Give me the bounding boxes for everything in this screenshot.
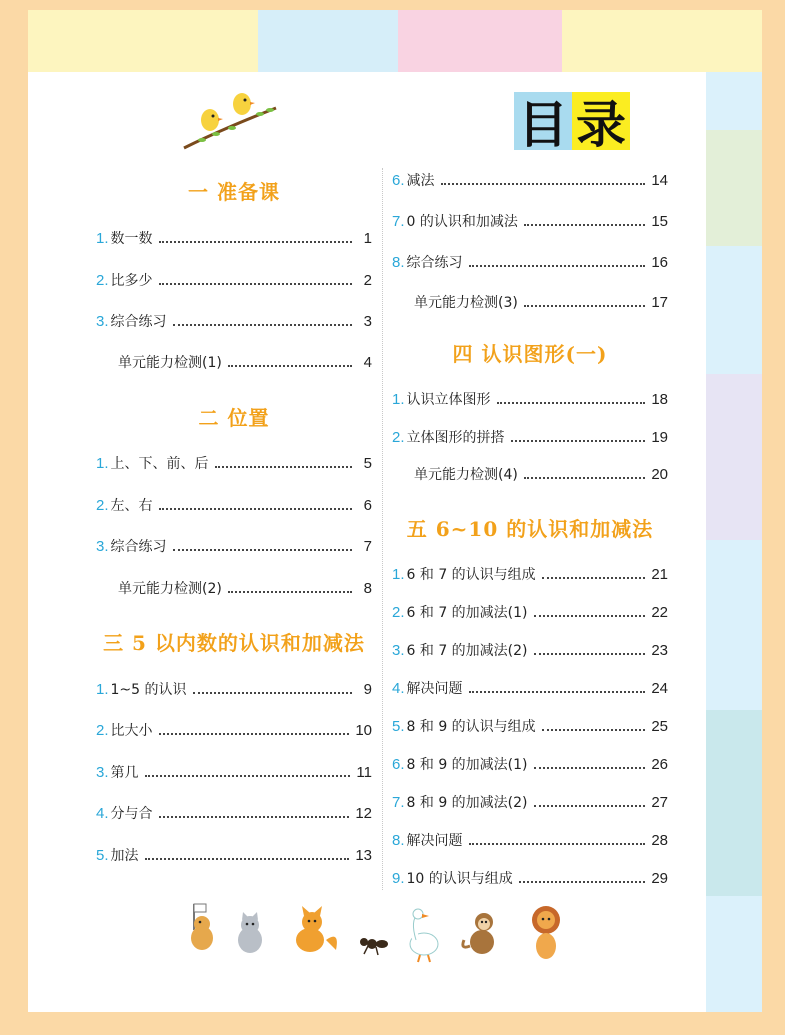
entry-label: 分与合	[110, 806, 153, 822]
leader-dots	[519, 881, 646, 883]
top-color-band	[28, 10, 762, 72]
leader-dots	[524, 305, 645, 307]
leader-dots	[193, 692, 352, 694]
entry-label: 10 的认识与组成	[406, 871, 513, 887]
toc-entry[interactable]	[96, 452, 372, 474]
entry-label: 8 和 9 的认识与组成	[406, 719, 536, 735]
leader-dots	[441, 183, 646, 185]
leader-dots	[159, 508, 352, 510]
toc-entry[interactable]	[392, 388, 668, 410]
entry-page: 16	[651, 253, 668, 271]
leader-dots	[228, 365, 352, 367]
leader-dots	[524, 224, 645, 226]
entry-page: 7	[363, 537, 372, 555]
entry-page: 24	[651, 679, 668, 697]
entry-page: 29	[651, 869, 668, 887]
entry-label: 左、右	[110, 498, 153, 514]
entry-label: 单元能力检测(4)	[414, 467, 518, 483]
leader-dots	[497, 402, 646, 404]
entry-page: 2	[363, 271, 372, 289]
entry-label: 数一数	[110, 231, 153, 247]
toc-entry[interactable]	[96, 761, 372, 783]
entry-page: 1	[363, 229, 372, 247]
entry-page: 3	[363, 312, 372, 330]
strip-block	[706, 896, 762, 1012]
entry-label: 认识立体图形	[406, 392, 491, 408]
entry-number: 3.	[96, 312, 109, 330]
entry-number: 2.	[392, 428, 405, 446]
leader-dots	[159, 733, 350, 735]
toc-entry[interactable]	[392, 677, 668, 699]
entry-number: 2.	[392, 603, 405, 621]
leader-dots	[524, 477, 645, 479]
toc-entry[interactable]	[96, 844, 372, 866]
entry-page: 28	[651, 831, 668, 849]
entry-label: 综合练习	[110, 314, 167, 330]
entry-number: 5.	[96, 846, 109, 864]
entry-page: 13	[355, 846, 372, 864]
top-band-block	[398, 10, 562, 72]
title-char-2: 录	[572, 92, 630, 150]
birds-on-branch-illustration	[180, 88, 280, 154]
entry-label: 0 的认识和加减法	[406, 214, 518, 230]
leader-dots	[159, 241, 352, 243]
entry-page: 26	[651, 755, 668, 773]
section-title-2: 二 位置	[198, 406, 270, 430]
toc-entry[interactable]	[96, 227, 372, 249]
strip-block	[706, 374, 762, 540]
leader-dots	[534, 653, 646, 655]
entry-number: 3.	[96, 537, 109, 555]
entry-page: 21	[651, 565, 668, 583]
entry-label: 上、下、前、后	[110, 456, 209, 472]
leader-dots	[145, 775, 351, 777]
entry-number: 2.	[96, 496, 109, 514]
strip-block	[706, 540, 762, 710]
ant-icon	[360, 938, 388, 955]
strip-block	[706, 246, 762, 374]
lion-icon	[532, 906, 560, 959]
entry-page: 15	[651, 212, 668, 230]
monkey-icon	[463, 913, 494, 954]
entry-page: 23	[651, 641, 668, 659]
entry-page: 11	[356, 763, 372, 781]
entry-number: 2.	[96, 721, 109, 739]
strip-block	[706, 710, 762, 896]
top-band-block	[258, 10, 398, 72]
entry-page: 10	[355, 721, 372, 739]
strip-block	[706, 72, 762, 130]
leader-dots	[159, 816, 350, 818]
leader-dots	[173, 324, 352, 326]
toc-entry[interactable]	[392, 563, 668, 585]
toc-entry[interactable]	[392, 426, 668, 448]
entry-number: 1.	[96, 229, 109, 247]
leader-dots	[534, 615, 646, 617]
entry-label: 减法	[406, 173, 435, 189]
leader-dots	[534, 767, 646, 769]
toc-entry[interactable]	[392, 639, 668, 661]
entry-number: 1.	[96, 680, 109, 698]
toc-entry[interactable]	[412, 291, 668, 313]
leader-dots	[159, 283, 352, 285]
entry-label: 立体图形的拼搭	[406, 430, 505, 446]
leader-dots	[511, 440, 646, 442]
entry-number: 6.	[392, 755, 405, 773]
cat-icon	[238, 912, 262, 953]
page-title	[514, 92, 630, 154]
entry-page: 12	[355, 804, 372, 822]
entry-number: 4.	[392, 679, 405, 697]
title-char-1: 目	[514, 92, 572, 150]
entry-page: 5	[363, 454, 372, 472]
entry-number: 7.	[392, 793, 405, 811]
entry-label: 单元能力检测(3)	[414, 295, 518, 311]
leader-dots	[534, 805, 646, 807]
entry-page: 17	[651, 293, 668, 311]
entry-label: 综合练习	[110, 539, 167, 555]
entry-label: 6 和 7 的加减法(2)	[406, 643, 528, 659]
toc-entry[interactable]	[116, 351, 372, 373]
entry-page: 20	[651, 465, 668, 483]
entry-page: 25	[651, 717, 668, 735]
toc-entry[interactable]	[392, 867, 668, 889]
entry-number: 1.	[392, 565, 405, 583]
toc-entry[interactable]	[96, 310, 372, 332]
entry-number: 5.	[392, 717, 405, 735]
entry-page: 27	[651, 793, 668, 811]
entry-label: 解决问题	[406, 833, 463, 849]
strip-block	[706, 130, 762, 246]
entry-number: 1.	[392, 390, 405, 408]
toc-entry[interactable]	[96, 719, 372, 741]
entry-page: 9	[363, 680, 372, 698]
entry-label: 综合练习	[406, 255, 463, 271]
toc-entry[interactable]	[116, 577, 372, 599]
toc-entry[interactable]	[96, 678, 372, 700]
leader-dots	[228, 591, 352, 593]
toc-entry[interactable]	[96, 269, 372, 291]
entry-page: 18	[651, 390, 668, 408]
toc-entry[interactable]	[96, 535, 372, 557]
entry-number: 3.	[96, 763, 109, 781]
entry-page: 6	[363, 496, 372, 514]
leader-dots	[542, 729, 646, 731]
entry-number: 4.	[96, 804, 109, 822]
toc-entry[interactable]	[412, 463, 668, 485]
entry-label: 解决问题	[406, 681, 463, 697]
section-title-1: 一 准备课	[188, 180, 280, 204]
leader-dots	[173, 549, 352, 551]
toc-entry[interactable]	[392, 210, 668, 232]
entry-number: 2.	[96, 271, 109, 289]
toc-entry[interactable]	[96, 802, 372, 824]
entry-number: 1.	[96, 454, 109, 472]
entry-number: 8.	[392, 253, 405, 271]
entry-number: 8.	[392, 831, 405, 849]
toc-entry[interactable]	[392, 715, 668, 737]
entry-label: 第几	[110, 765, 139, 781]
entry-label: 8 和 9 的加减法(1)	[406, 757, 528, 773]
entry-page: 8	[363, 579, 372, 597]
leader-dots	[542, 577, 646, 579]
right-color-strip	[706, 72, 762, 1012]
entry-label: 6 和 7 的认识与组成	[406, 567, 536, 583]
entry-number: 3.	[392, 641, 405, 659]
top-band-block	[28, 10, 258, 72]
entry-page: 19	[651, 428, 668, 446]
entry-label: 6 和 7 的加减法(1)	[406, 605, 528, 621]
top-band-block	[562, 10, 762, 72]
section-title-3: 三 5 以内数的认识和加减法	[103, 631, 365, 655]
entry-label: 比多少	[110, 273, 153, 289]
entry-number: 7.	[392, 212, 405, 230]
leader-dots	[469, 691, 646, 693]
toc-entry[interactable]	[392, 753, 668, 775]
entry-label: 8 和 9 的加减法(2)	[406, 795, 528, 811]
column-divider	[382, 168, 383, 890]
toc-entry[interactable]	[392, 791, 668, 813]
toc-entry[interactable]	[392, 169, 668, 191]
leader-dots	[145, 858, 350, 860]
toc-entry[interactable]	[392, 601, 668, 623]
entry-label: 1~5 的认识	[110, 682, 187, 698]
leader-dots	[469, 265, 646, 267]
entry-label: 比大小	[110, 723, 153, 739]
fox-icon	[296, 906, 337, 952]
entry-number: 9.	[392, 869, 405, 887]
entry-page: 4	[363, 353, 372, 371]
leader-dots	[215, 466, 352, 468]
dog-icon	[191, 904, 213, 950]
toc-entry[interactable]	[392, 829, 668, 851]
entry-page: 22	[651, 603, 668, 621]
toc-entry[interactable]	[392, 251, 668, 273]
entry-number: 6.	[392, 171, 405, 189]
cartoon-animals-illustration	[180, 900, 580, 966]
entry-label: 单元能力检测(1)	[118, 355, 222, 371]
entry-label: 加法	[110, 848, 139, 864]
goose-icon	[410, 909, 438, 962]
leader-dots	[469, 843, 646, 845]
section-title-4: 四 认识图形(一)	[452, 342, 608, 366]
entry-page: 14	[651, 171, 668, 189]
entry-label: 单元能力检测(2)	[118, 581, 222, 597]
toc-entry[interactable]	[96, 494, 372, 516]
section-title-5: 五 6~10 的认识和加减法	[406, 517, 654, 541]
